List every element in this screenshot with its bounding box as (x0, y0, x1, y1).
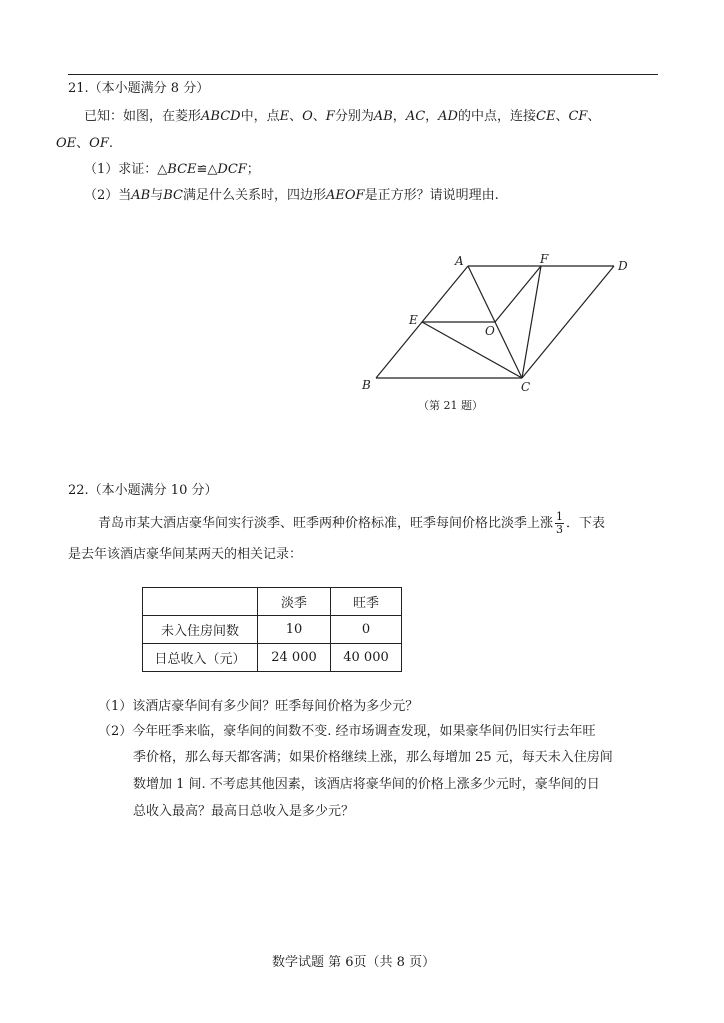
table-cell: 0 (331, 616, 402, 644)
records-table (142, 587, 402, 672)
label-D: D (618, 259, 628, 273)
figure-caption: （第 21 题） (418, 399, 483, 412)
segment-CF (522, 266, 541, 378)
table-header-cell (143, 588, 258, 616)
label-B: B (362, 378, 371, 392)
q21-part2: （2）当AB与BC满足什么关系时，四边形AEOF是正方形？请说明理由. (84, 188, 499, 203)
segment-CE (422, 322, 522, 378)
q21-part1: （1）求证：△BCE≌△DCF； (84, 162, 260, 177)
table-header-row (143, 588, 402, 616)
segment-OF (495, 266, 541, 322)
fraction-one-third: $\frac{1}{3}$ (556, 510, 564, 536)
label-E: E (409, 313, 418, 327)
table-header-cell: 淡季 (258, 588, 331, 616)
q22-intro-line1: 青岛市某大酒店豪华间实行淡季、旺季两种价格标准，旺季每间价格比淡季上涨 $\frac{1}{3}$ ．下表 (98, 510, 606, 536)
q22-header: 22.（本小题满分 10 分） (68, 483, 218, 498)
q22-part2-line1: （2）今年旺季来临，豪华间的间数不变. 经市场调查发现，如果豪华间仍旧实行去年旺 (98, 724, 596, 739)
table-cell: 40 000 (331, 644, 402, 672)
rhombus-figure (0, 0, 724, 430)
q21-header: 21.（本小题满分 8 分） (68, 81, 210, 96)
table-cell: 10 (258, 616, 331, 644)
table-cell: 24 000 (258, 644, 331, 672)
label-C: C (521, 380, 531, 394)
table-cell: 日总收入（元） (143, 644, 258, 672)
q21-statement-line1: 已知：如图，在菱形ABCD中，点E、O、F分别为AB，AC，AD的中点，连接CE、CF、 (84, 109, 601, 124)
q22-part2-line2: 季价格，那么每天都客满；如果价格继续上涨，那么每增加 25 元，每天未入住房间 (133, 750, 613, 765)
table-row (143, 644, 402, 672)
label-O: O (485, 324, 495, 338)
label-A: A (455, 254, 464, 268)
label-F: F (540, 252, 549, 266)
q22-part2-line3: 数增加 1 间. 不考虑其他因素，该酒店将豪华间的价格上涨多少元时，豪华间的日 (133, 777, 600, 792)
q22-intro-line2: 是去年该酒店豪华间某两天的相关记录： (68, 547, 303, 562)
q21-statement-line2: OE、OF. (56, 136, 113, 151)
q22-part2-line4: 总收入最高？最高日总收入是多少元？ (133, 804, 355, 819)
side-DC (522, 266, 614, 378)
page-footer: 数学试题 第 6页（共 8 页） (272, 955, 436, 970)
table-row (143, 616, 402, 644)
table-header-cell: 旺季 (331, 588, 402, 616)
q22-part1: （1）该酒店豪华间有多少间？旺季每间价格为多少元？ (98, 699, 419, 714)
table-cell: 未入住房间数 (143, 616, 258, 644)
